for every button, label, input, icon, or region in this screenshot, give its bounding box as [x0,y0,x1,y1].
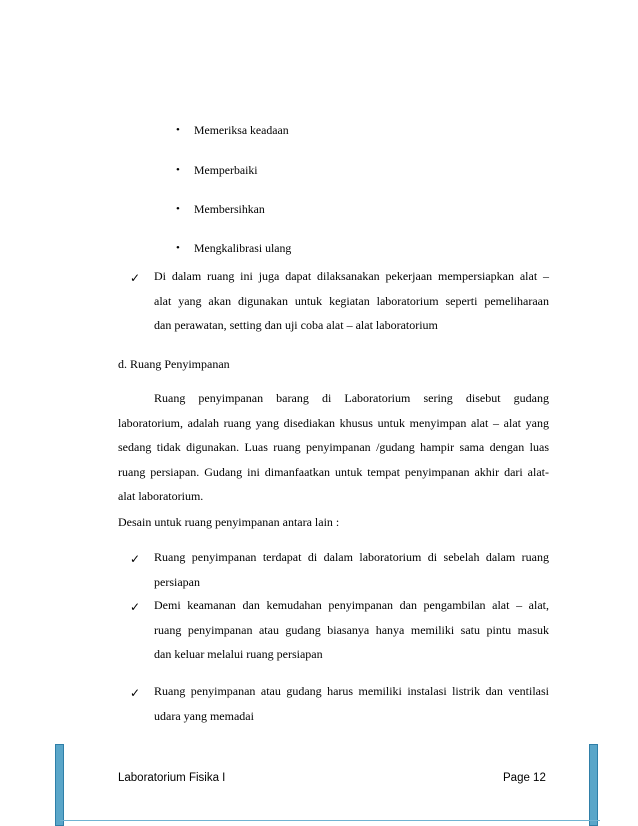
checklist-item-text: Di dalam ruang ini juga dapat dilaksanakan pekerjaan mempersiapkan alat – alat yang akan digunakan untuk kegiatan laboratorium seperti pemeliharaan dan perawatan, setting dan uji coba alat – alat laboratorium [154,269,549,332]
section-heading: d. Ruang Penyimpanan [118,357,230,371]
footer-title: Laboratorium Fisika I [118,772,226,784]
design-intro: Desain untuk ruang penyimpanan antara lain : [118,515,340,529]
bullet-dot-icon: • [176,124,180,136]
footer-left-bar [55,744,64,826]
bullet-dot-icon: • [176,242,180,254]
footer-divider [60,820,600,821]
document-page: • Memeriksa keadaan • Memperbaiki • Membersihkan • Mengkalibrasi ulang ✓ Di dalam ruang ini juga dapat dilaksanakan pekerjaan mempersiapkan alat – alat yang akan digunakan untuk kegiatan laboratorium seperti pemeliharaan dan perawatan, setting dan uji coba alat – alat laboratorium d. Ruang Penyimpanan Ruang penyimpanan barang di Laboratorium sering disebut gudang laboratorium, adalah ruang yang disediakan khusus untuk menyimpan alat – alat yang sedang tidak digunakan. Luas ruang penyimpanan /gudang hampir sama dengan luas ruang persiapan. Gudang ini dimanfaatkan untuk tempat penyimpanan akhir dari alat- alat laboratorium. Desain untuk ruang penyimpanan antara lain : ✓ Ruang penyimpanan terdapat di dalam laboratorium di sebelah dalam ruang persiapan ✓ Demi keamanan dan kemudahan penyimpanan dan pengambilan alat – alat, ruang penyimpanan atau gudang biasanya hanya memiliki satu pintu masuk dan keluar melalui ruang persiapan ✓ Ruang penyimpanan atau gudang harus memiliki instalasi listrik dan ventilasi udara yang memadai Laboratorium Fisika I Page 12 [0,0,638,826]
checklist-item-text: Ruang penyimpanan atau gudang harus memiliki instalasi listrik dan ventilasi udara yang memadai [154,684,549,723]
checkmark-icon: ✓ [130,686,141,700]
bullet-dot-icon: • [176,203,180,215]
bullet-dot-icon: • [176,164,180,176]
page-number: Page 12 [503,772,546,784]
checklist-item-text: Demi keamanan dan kemudahan penyimpanan dan pengambilan alat – alat, ruang penyimpanan atau gudang biasanya hanya memiliki satu pintu masuk dan keluar melalui ruang persiapan [154,598,549,661]
checklist-item-text: Ruang penyimpanan terdapat di dalam laboratorium di sebelah dalam ruang persiapan [154,550,549,589]
checkmark-icon: ✓ [130,600,141,614]
checkmark-icon: ✓ [130,552,141,566]
checkmark-icon: ✓ [130,271,141,285]
footer-right-bar [589,744,598,826]
body-paragraph: Ruang penyimpanan barang di Laboratorium sering disebut gudang laboratorium, adalah ruang yang disediakan khusus untuk menyimpan alat – alat yang sedang tidak digunakan. Luas ruang penyimpanan /gudang hampir sama dengan luas ruang persiapan. Gudang ini dimanfaatkan untuk tempat penyimpanan akhir dari alat- alat laboratorium. [118,391,549,503]
